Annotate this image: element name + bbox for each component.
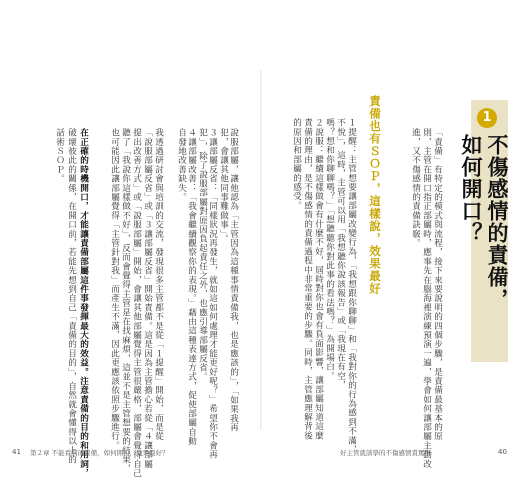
section-heading: 責備也有ＳＯＰ，這樣說，效果最好: [368, 95, 382, 295]
body-column: 破壞彼此的關係，在開口前，若能先想到自己「責備的目的」，自然就會懂得以上的: [66, 128, 77, 465]
running-footer: 好主管就該學的不傷感情責罵術: [340, 449, 431, 457]
body-column: 嗎？想和你聊聊嗎？」「想聽聽你對此事的看法嗎？」為開場白。: [324, 118, 335, 381]
chapter-number-badge: 1: [477, 108, 497, 128]
body-column: 責備的理由，是不傷感情的責備過程中非常重要的步驟。同時，主管應理解背後: [302, 118, 313, 440]
body-column: 不悅」，這時，主管可以用「我想聽你說該報告」或「我現在有空，: [335, 118, 346, 390]
body-column: ４讓部屬改善：「我會繼續觀察你的表現。」藉由這種表達方式，促使部屬自動: [186, 128, 197, 446]
gutter-shadow: [260, 70, 262, 430]
page-number: 40: [498, 448, 507, 456]
body-column: 提出改善方式」或「說服部屬」開始，會讓其他部屬覺得主管很嚴格，部屬會覺得自己: [131, 128, 142, 478]
page-title: 不傷感情的責備，: [485, 134, 509, 310]
body-column: 進，又不傷感情的責備訣竅。: [410, 128, 421, 248]
body-column: 聽了「我說你這樣做不好」，反而會覺得主管是在找麻煩，這並不是主管想要的結果，: [120, 128, 131, 474]
body-column: 「責備」有特定的模式與流程，接下來要說明的四個步驟，是責備最基本的原: [432, 128, 443, 441]
emphasis-column: 在正確的時機開口，才能讓責備部屬這件事發揮最大的效益。注意責備的目的和用詞，: [78, 128, 89, 478]
body-column: 犯，會讓其他同事難做事」。: [218, 128, 229, 244]
body-column: １提醒：主管想要讓部屬改變行為，「我想跟你聊聊」和「我對你的行為感到不滿，: [346, 118, 357, 455]
page-number: 41: [12, 448, 21, 456]
body-column: ２說服：繼續這樣做會有什麼不好，屆時對你也會有負面影響，讓部屬知道這麼: [313, 118, 324, 440]
body-column: 則，主管在開口指正部屬時，應事先在腦海裡演練預演一遍，學會如何讓部屬主動改: [421, 128, 432, 469]
body-column: 話術ＳＯＰ。: [54, 128, 65, 184]
page-title: 如何開口？: [459, 134, 483, 244]
running-footer: 第２章 不能看開的責備，如何開口，效果最好？: [30, 449, 169, 457]
body-column: 犯」，除了說服部屬對原因負起責任之外，也應引導部屬反省。: [197, 128, 208, 382]
body-column: 也可能因此讓部屬覺得「主管針對我」而產生不滿，因此更應該依照步驟進行。: [109, 128, 120, 450]
body-column: 說服部屬，讓他認為「主管因為這種事情責備我，也是應該的」，「如果我再: [228, 128, 239, 433]
body-column: 「說服部屬反省」或「３讓部屬反省」開始責備。這是因為主管擔心若從「４讓部屬: [142, 128, 153, 469]
body-column: 的原因和部屬的感受。: [291, 118, 302, 210]
body-column: ３讓部屬反省：「同樣狀況再發生，就如這如何處理才能更好呢？」希望你不會再: [207, 128, 218, 460]
body-column: 自發地改善缺失。: [176, 128, 187, 202]
body-column: 我透過研討會與培訓的交流，發現很多主管都不是從「１提醒」開始，而是從: [153, 128, 164, 441]
